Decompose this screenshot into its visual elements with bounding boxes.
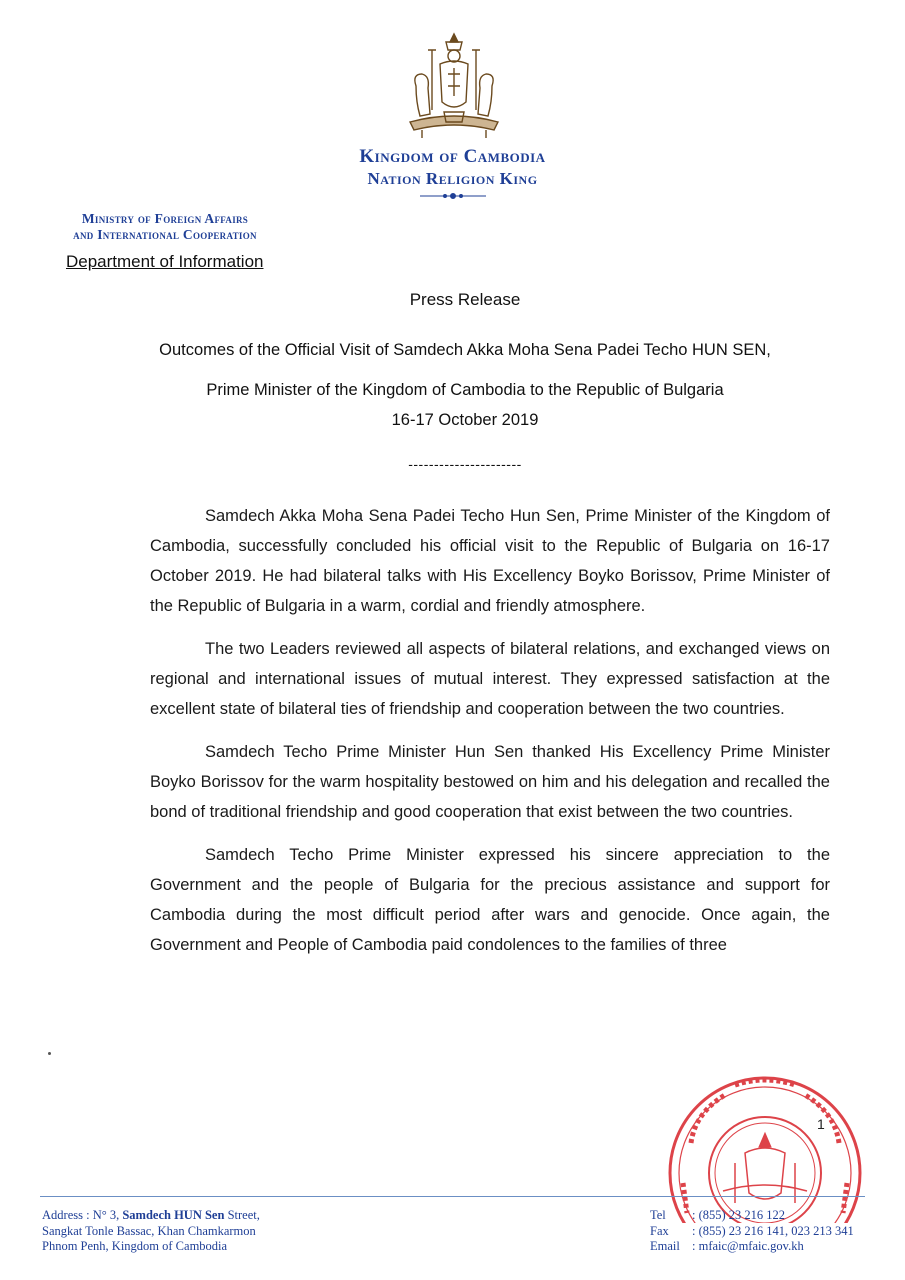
title-line-1: Outcomes of the Official Visit of Samdech Akka Moha Sena Padei Techo HUN SEN, xyxy=(159,341,771,359)
footer-contacts xyxy=(650,1208,870,1255)
address-line-1: Address : N° 3, Samdech HUN Sen Street, xyxy=(42,1208,260,1222)
ministry-name-line2: and International Cooperation xyxy=(73,227,257,242)
page-number: 1 xyxy=(817,1116,825,1132)
royal-coat-of-arms-emblem xyxy=(402,30,506,142)
official-seal-stamp xyxy=(665,1073,865,1223)
address-line-2: Sangkat Tonle Bassac, Khan Chamkarmon xyxy=(42,1223,256,1238)
paragraph: Samdech Akka Moha Sena Padei Techo Hun Sen, Prime Minister of the Kingdom of Cambodia, successfully concluded his official visit to the Republic of Bulgaria on 16-17 October 2019. He had bilateral talks with His Excellency Boyko Borissov, Prime Minister of the Republic of Bulgaria in a warm, cordial and friendly atmosphere. xyxy=(150,507,830,615)
national-motto: Nation Religion King xyxy=(367,169,538,188)
title-line-2: Prime Minister of the Kingdom of Cambodia to the Republic of Bulgaria xyxy=(206,381,724,399)
event-date: 16-17 October 2019 xyxy=(391,411,539,429)
paragraph: Samdech Techo Prime Minister expressed his sincere appreciation to the Government and the people of Bulgaria for the precious assistance and support for Cambodia during the most difficult period after wars and genocide. Once again, the Government and People of Cambodia paid condolences to the families of three xyxy=(150,846,830,954)
document-type-heading: Press Release xyxy=(409,290,521,309)
ornament-divider-icon xyxy=(418,191,488,201)
fax-row: Fax : (855) 23 216 141, 023 213 341 xyxy=(650,1223,854,1238)
separator-line: ---------------------- xyxy=(408,456,522,472)
paragraph: Samdech Techo Prime Minister Hun Sen thanked His Excellency Prime Minister Boyko Borissov for the warm hospitality bestowed on him and his delegation and recalled the bond of traditional friendship and good cooperation that exist between the two countries. xyxy=(150,743,830,821)
footer-address xyxy=(42,1208,362,1255)
address-line-3: Phnom Penh, Kingdom of Cambodia xyxy=(42,1239,228,1253)
department-name: Department of Information xyxy=(66,252,264,271)
kingdom-title: Kingdom of Cambodia xyxy=(359,146,546,167)
scan-speck xyxy=(48,1052,51,1055)
press-release-body xyxy=(150,501,830,973)
paragraph: The two Leaders reviewed all aspects of bilateral relations, and exchanged views on regional and international issues of mutual interest. They expressed satisfaction at the excellent state of bilateral ties of friendship and cooperation between the two countries. xyxy=(150,640,830,718)
tel-row: Tel : (855) 23 216 122 xyxy=(650,1208,786,1222)
footer-divider xyxy=(40,1196,865,1197)
ministry-name-line1: Ministry of Foreign Affairs xyxy=(81,211,249,226)
email-row: Email : mfaic@mfaic.gov.kh xyxy=(650,1239,804,1253)
